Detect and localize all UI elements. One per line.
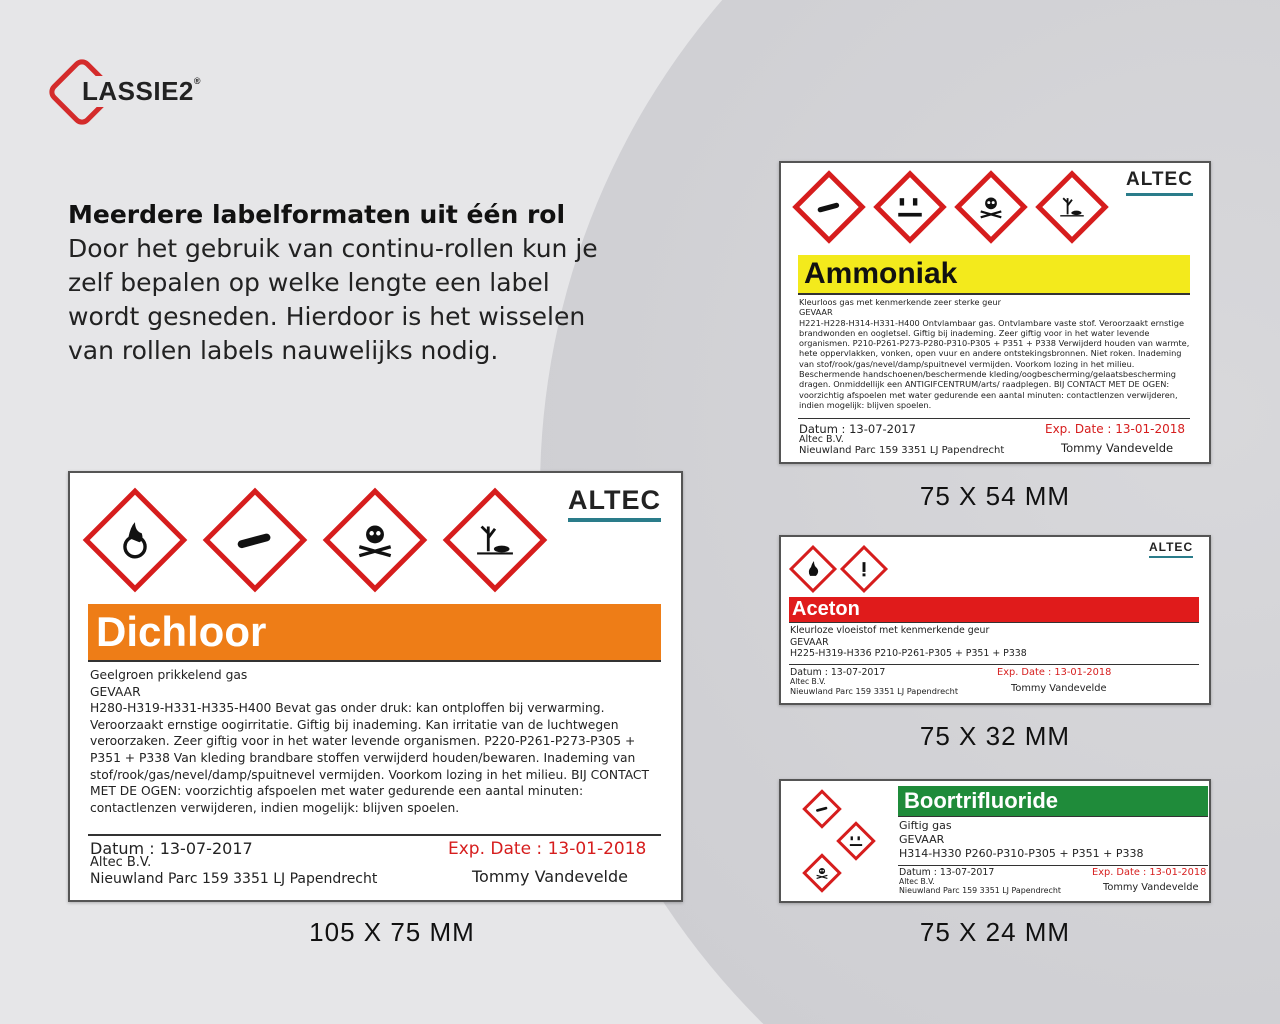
- label-body: [899, 819, 1207, 860]
- logo-registered: ®: [193, 76, 202, 86]
- person: Tommy Vandevelde: [1061, 441, 1174, 455]
- skull-icon: [802, 853, 842, 893]
- address: Nieuwland Parc 159 3351 LJ Papendrecht: [90, 871, 378, 887]
- intro-block: [68, 198, 628, 368]
- description: Kleurloos gas met kenmerkende zeer sterke geur: [799, 297, 1001, 307]
- description: Geelgroen prikkelend gas: [90, 668, 248, 682]
- address: Nieuwland Parc 159 3351 LJ Papendrecht: [899, 886, 1061, 895]
- date: Datum : 13-07-2017: [799, 422, 916, 436]
- exclamation-icon: [840, 545, 888, 593]
- gas-cylinder-icon: [792, 170, 866, 244]
- corrosive-icon: [836, 821, 876, 861]
- divider: [898, 865, 1208, 866]
- gas-cylinder-icon: [802, 789, 842, 829]
- label-body: [799, 297, 1191, 410]
- signal-word: GEVAAR: [90, 684, 141, 699]
- hazard-statements: H221-H228-H314-H331-H400 Ontvlambaar gas. Ontvlambare vaste stof. Veroorzaakt ernstige brandwonden en oogletsel. Giftig bij inademing. Zeer giftig voor in het water levende organismen. P210-P261-P273-P280-P310-P305 + P351 + P338 Verwijderd houden van warmte, hete oppervlakken, vonken, open vuur en andere ontstekingsbronnen. Niet roken. Inademing van stof/rook/gas/nevel/damp/spuitnevel vermijden. Voorkom lozing in het milieu. Beschermende handschoenen/beschermende kleding/oogbescherming/gelaatsbescherming dragen. Onmiddellijk een ANTIGIFCENTRUM/arts/ raadplegen. BIJ CONTACT MET DE OGEN: voorzichtig afspoelen met water gedurende een aantal minuten: contactlenzen verwijderen, indien mogelijk: blijven spoelen.: [799, 317, 1190, 410]
- product-name-band: Dichloor: [88, 604, 661, 660]
- altec-logo: ALTEC: [1126, 169, 1193, 196]
- company: Altec B.V.: [899, 877, 935, 886]
- divider: [88, 834, 661, 836]
- environment-icon: [443, 488, 548, 593]
- signal-word: GEVAAR: [799, 307, 833, 318]
- caption-boortrifluoride: 75 X 24 MM: [919, 917, 1071, 947]
- hazard-statements: H314-H330 P260-P310-P305 + P351 + P338: [899, 846, 1144, 860]
- product-name-band: Aceton: [789, 597, 1199, 622]
- company: Altec B.V.: [90, 855, 152, 870]
- caption-aceton: 75 X 32 MM: [919, 721, 1071, 751]
- description: Giftig gas: [899, 819, 952, 832]
- flame-icon: [789, 545, 837, 593]
- intro-title: Meerdere labelformaten uit één rol: [68, 200, 566, 229]
- intro-text: Door het gebruik van continu-rollen kun je zelf bepalen op welke lengte een label wordt gesneden. Hierdoor is het wisselen van rollen labels nauwelijks nodig.: [68, 234, 598, 365]
- date: Datum : 13-07-2017: [790, 667, 886, 678]
- altec-logo: ALTEC: [568, 485, 661, 522]
- person: Tommy Vandevelde: [1011, 683, 1107, 694]
- label-aceton: [779, 535, 1211, 705]
- product-name-band: Boortrifluoride: [898, 786, 1208, 816]
- skull-icon: [954, 170, 1028, 244]
- exp-date: Exp. Date : 13-01-2018: [1045, 422, 1186, 436]
- label-ammoniak: [779, 161, 1211, 464]
- lassie2-logo: [50, 62, 240, 122]
- corrosive-icon: [873, 170, 947, 244]
- description: Kleurloze vloeistof met kenmerkende geur: [790, 625, 990, 636]
- signal-word: GEVAAR: [899, 832, 945, 846]
- oxidizer-icon: [83, 488, 188, 593]
- label-dichloor: [68, 471, 683, 902]
- exp-date: Exp. Date : 13-01-2018: [448, 839, 647, 859]
- label-body: [90, 667, 655, 816]
- divider: [798, 418, 1190, 419]
- product-name-band: Ammoniak: [798, 255, 1190, 293]
- signal-word: GEVAAR: [790, 636, 829, 648]
- environment-icon: [1035, 170, 1109, 244]
- caption-dichloor: 105 X 75 MM: [309, 917, 475, 947]
- caption-ammoniak: 75 X 54 MM: [919, 481, 1071, 511]
- date: Datum : 13-07-2017: [90, 839, 253, 858]
- company: Altec B.V.: [799, 434, 844, 445]
- divider: [88, 660, 661, 662]
- label-boortrifluoride: [779, 779, 1211, 903]
- address: Nieuwland Parc 159 3351 LJ Papendrecht: [799, 445, 1005, 456]
- skull-icon: [323, 488, 428, 593]
- logo-text: LASSIE2: [82, 76, 194, 106]
- exp-date: Exp. Date : 13-01-2018: [997, 667, 1112, 678]
- address: Nieuwland Parc 159 3351 LJ Papendrecht: [790, 686, 959, 696]
- divider: [898, 816, 1208, 817]
- hazard-statements: H225-H319-H336 P210-P261-P305 + P351 + P338: [790, 648, 1027, 659]
- hazard-statements: H280-H319-H331-H335-H400 Bevat gas onder druk: kan ontploffen bij verwarming. Veroorzaakt ernstige oogirritatie. Giftig bij inademing. Kan irritatie van de luchtwegen veroorzaken. Zeer giftig voor in het water levende organismen. P220-P261-P273-P305 + P351 + P338 Van kleding brandbare stoffen verwijderd houden/bewaren. Inademing van stof/rook/gas/nevel/damp/spuitnevel vermijden. Voorkom lozing in het milieu. BIJ CONTACT MET DE OGEN: voorzichtig afspoelen met water gedurende een aantal minuten: contactlenzen verwijderen, indien mogelijk: blijven spoelen.: [90, 701, 649, 815]
- altec-logo: ALTEC: [1149, 540, 1193, 558]
- date: Datum : 13-07-2017: [899, 867, 995, 878]
- gas-cylinder-icon: [203, 488, 308, 593]
- person: Tommy Vandevelde: [472, 867, 628, 886]
- divider: [798, 293, 1190, 295]
- label-body: [790, 625, 1198, 660]
- company: Altec B.V.: [790, 677, 826, 686]
- divider: [789, 622, 1199, 623]
- exp-date: Exp. Date : 13-01-2018: [1092, 867, 1207, 878]
- person: Tommy Vandevelde: [1103, 882, 1199, 893]
- divider: [789, 664, 1199, 665]
